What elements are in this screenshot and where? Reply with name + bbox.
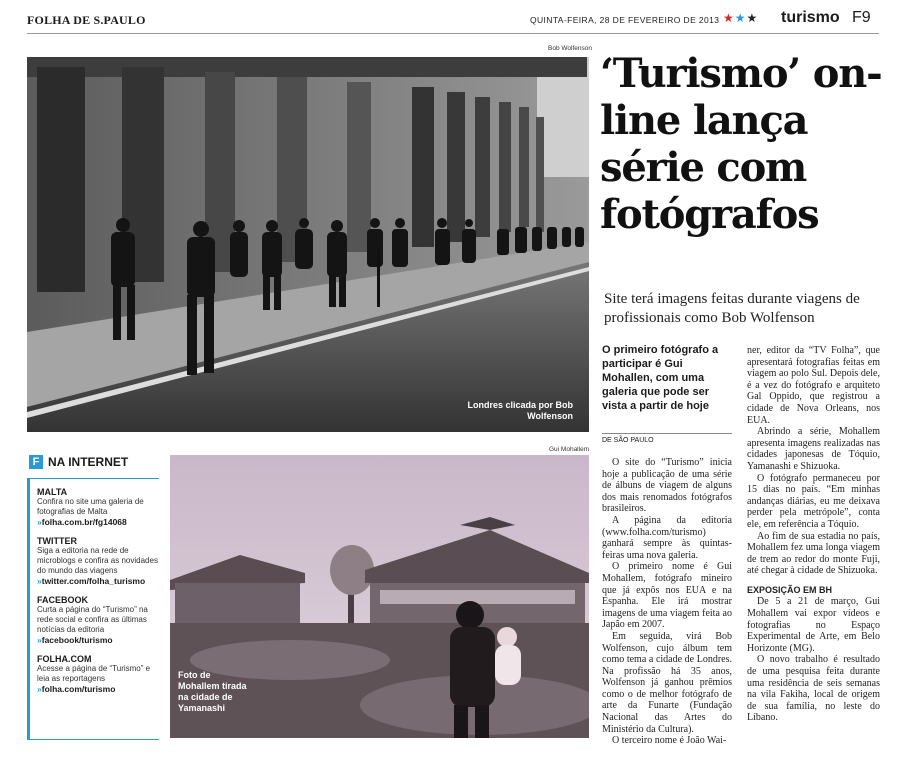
star-icon-red: ★ [723, 11, 735, 25]
subheading-exposicao: EXPOSIÇÃO EM BH [747, 584, 833, 595]
sidebar-link-malta[interactable]: »folha.com.br/fg14068 [37, 517, 127, 527]
sidebar-item-label: FACEBOOK [37, 595, 89, 605]
headline: ‘Turismo’ on-line lança série com fotógrafos [600, 50, 882, 238]
body-column-2 [747, 345, 880, 724]
chevron-right-icon: » [37, 684, 42, 694]
star-icon-black: ★ [746, 11, 759, 25]
body-paragraph: O site do “Turismo” inicia hoje a publicação de uma série de álbuns de viagem de alguns dos mais renomados fotógrafos brasileiros. [602, 457, 732, 515]
body-paragraph: O fotógrafo permaneceu por 15 dias no país. “Em minhas andanças diárias, eu me deixava perder pela metrópole”, conta ele, em referência a Tóquio. [747, 472, 880, 530]
subheadline: Site terá imagens feitas durante viagens de profissionais como Bob Wolfenson [604, 291, 860, 326]
sidebar-title: NA INTERNET [48, 455, 129, 469]
body-paragraph: O novo trabalho é resultado de uma pesquisa feita durante uma residência de seis semanas na vila Fakiha, local de origem de sua família, no leste do Líbano. [747, 654, 880, 724]
lead-paragraph: O primeiro fotógrafo a participar é Gui Mohallen, com uma galeria que pode ser vista a partir de hoje [602, 344, 719, 412]
section-name: turismo [781, 9, 840, 26]
body-paragraph: O primeiro nome é Gui Mohallem, fotógrafo mineiro que já expôs nos EUA e na Espanha. Ele irá mostrar imagens de uma viagem feita ao Japão em 2007. [602, 561, 732, 631]
sidebar-item-text: Siga a editoria na rede de microblogs e confira as novidades do mundo das viagens [37, 546, 158, 575]
page-number: F9 [852, 9, 871, 26]
body-paragraph: Em seguida, virá Bob Wolfenson, cujo álbum tem como tema a cidade de Londres. Na profissão há 35 anos, Wolfenson já ganhou prêmios como o de melhor fotógrafo de arte da Funarte (Fundação Nacional das Artes do Ministério da Cultura). [602, 630, 732, 735]
star-icon-blue: ★ [734, 11, 747, 25]
sidebar-item-malta [37, 487, 159, 527]
sidebar-link-facebook[interactable]: »facebook/turismo [37, 635, 113, 645]
sidebar-link-folha[interactable]: »folha.com/turismo [37, 684, 116, 694]
photo2-credit: Gui Mohallem [549, 446, 590, 453]
body-paragraph: Ao fim de sua estadia no país, Mohallem fez uma longa viagem de trem ao redor do monte Fuji, até chegar à cidade de Shizuoka. [747, 530, 880, 577]
sidebar-item-twitter [37, 536, 159, 586]
chevron-right-icon: » [37, 635, 42, 645]
sidebar-item-label: FOLHA.COM [37, 654, 92, 664]
body-paragraph: De 5 a 21 de março, Gui Mohallem vai expor vídeos e fotografias no Espaço Experimental de Arte, em Belo Horizonte (MG). [747, 596, 880, 654]
section-stars [723, 11, 758, 25]
body-column-1 [602, 457, 732, 747]
photo1-caption: Londres clicada por Bob Wolfenson [467, 400, 573, 421]
chevron-right-icon: » [37, 576, 42, 586]
sidebar-item-label: TWITTER [37, 536, 77, 546]
photo2-caption: Foto de Mohallem tirada na cidade de Yamanashi [178, 670, 247, 713]
photo-london [27, 57, 589, 432]
lead-rule [602, 433, 732, 434]
sidebar-link-twitter[interactable]: »twitter.com/folha_turismo [37, 576, 146, 586]
sidebar-item-facebook [37, 595, 159, 645]
body-paragraph: O terceiro nome é João Wai- [612, 735, 727, 747]
sidebar-item-label: MALTA [37, 487, 68, 497]
body-paragraph: Abrindo a série, Mohallem apresenta imagens realizadas nas cidades japonesas de Tóquio, Yamanashi e Shizuoka. [747, 426, 880, 472]
sidebar-item-text: Confira no site uma galeria de fotografias de Malta [37, 497, 144, 516]
body-paragraph: A página da editoria (www.folha.com/turismo) ganhará sempre às quintas-feiras uma nova galeria. [602, 514, 732, 561]
photo1-credit: Bob Wolfenson [548, 45, 592, 52]
sidebar-item-folha [37, 654, 159, 694]
header-rule [27, 33, 879, 34]
sidebar-item-text: Acesse a página de “Turismo” e leia as reportagens [37, 664, 151, 683]
sidebar-item-text: Curta a página do “Turismo” na rede social e confira as últimas notícias da editoria [37, 605, 148, 634]
sidebar-box [27, 478, 159, 740]
photo-london-illustration [27, 57, 589, 432]
body-paragraph: ner, editor da “TV Folha”, que apresentará fotografias feitas em viagem ao polo Sul. Depois dele, é a vez do fotógrafo e arquiteto Gal Oppido, que registrou a cidade de Nova Orleans, nos EUA. [747, 345, 880, 426]
byline: DE SÃO PAULO [602, 437, 654, 444]
dateline: QUINTA-FEIRA, 28 DE FEVEREIRO DE 2013 [530, 15, 720, 25]
masthead: FOLHA DE S.PAULO [27, 13, 146, 27]
chevron-right-icon: » [37, 517, 42, 527]
sidebar-header [29, 455, 128, 469]
folha-logo-icon: F [29, 455, 43, 469]
